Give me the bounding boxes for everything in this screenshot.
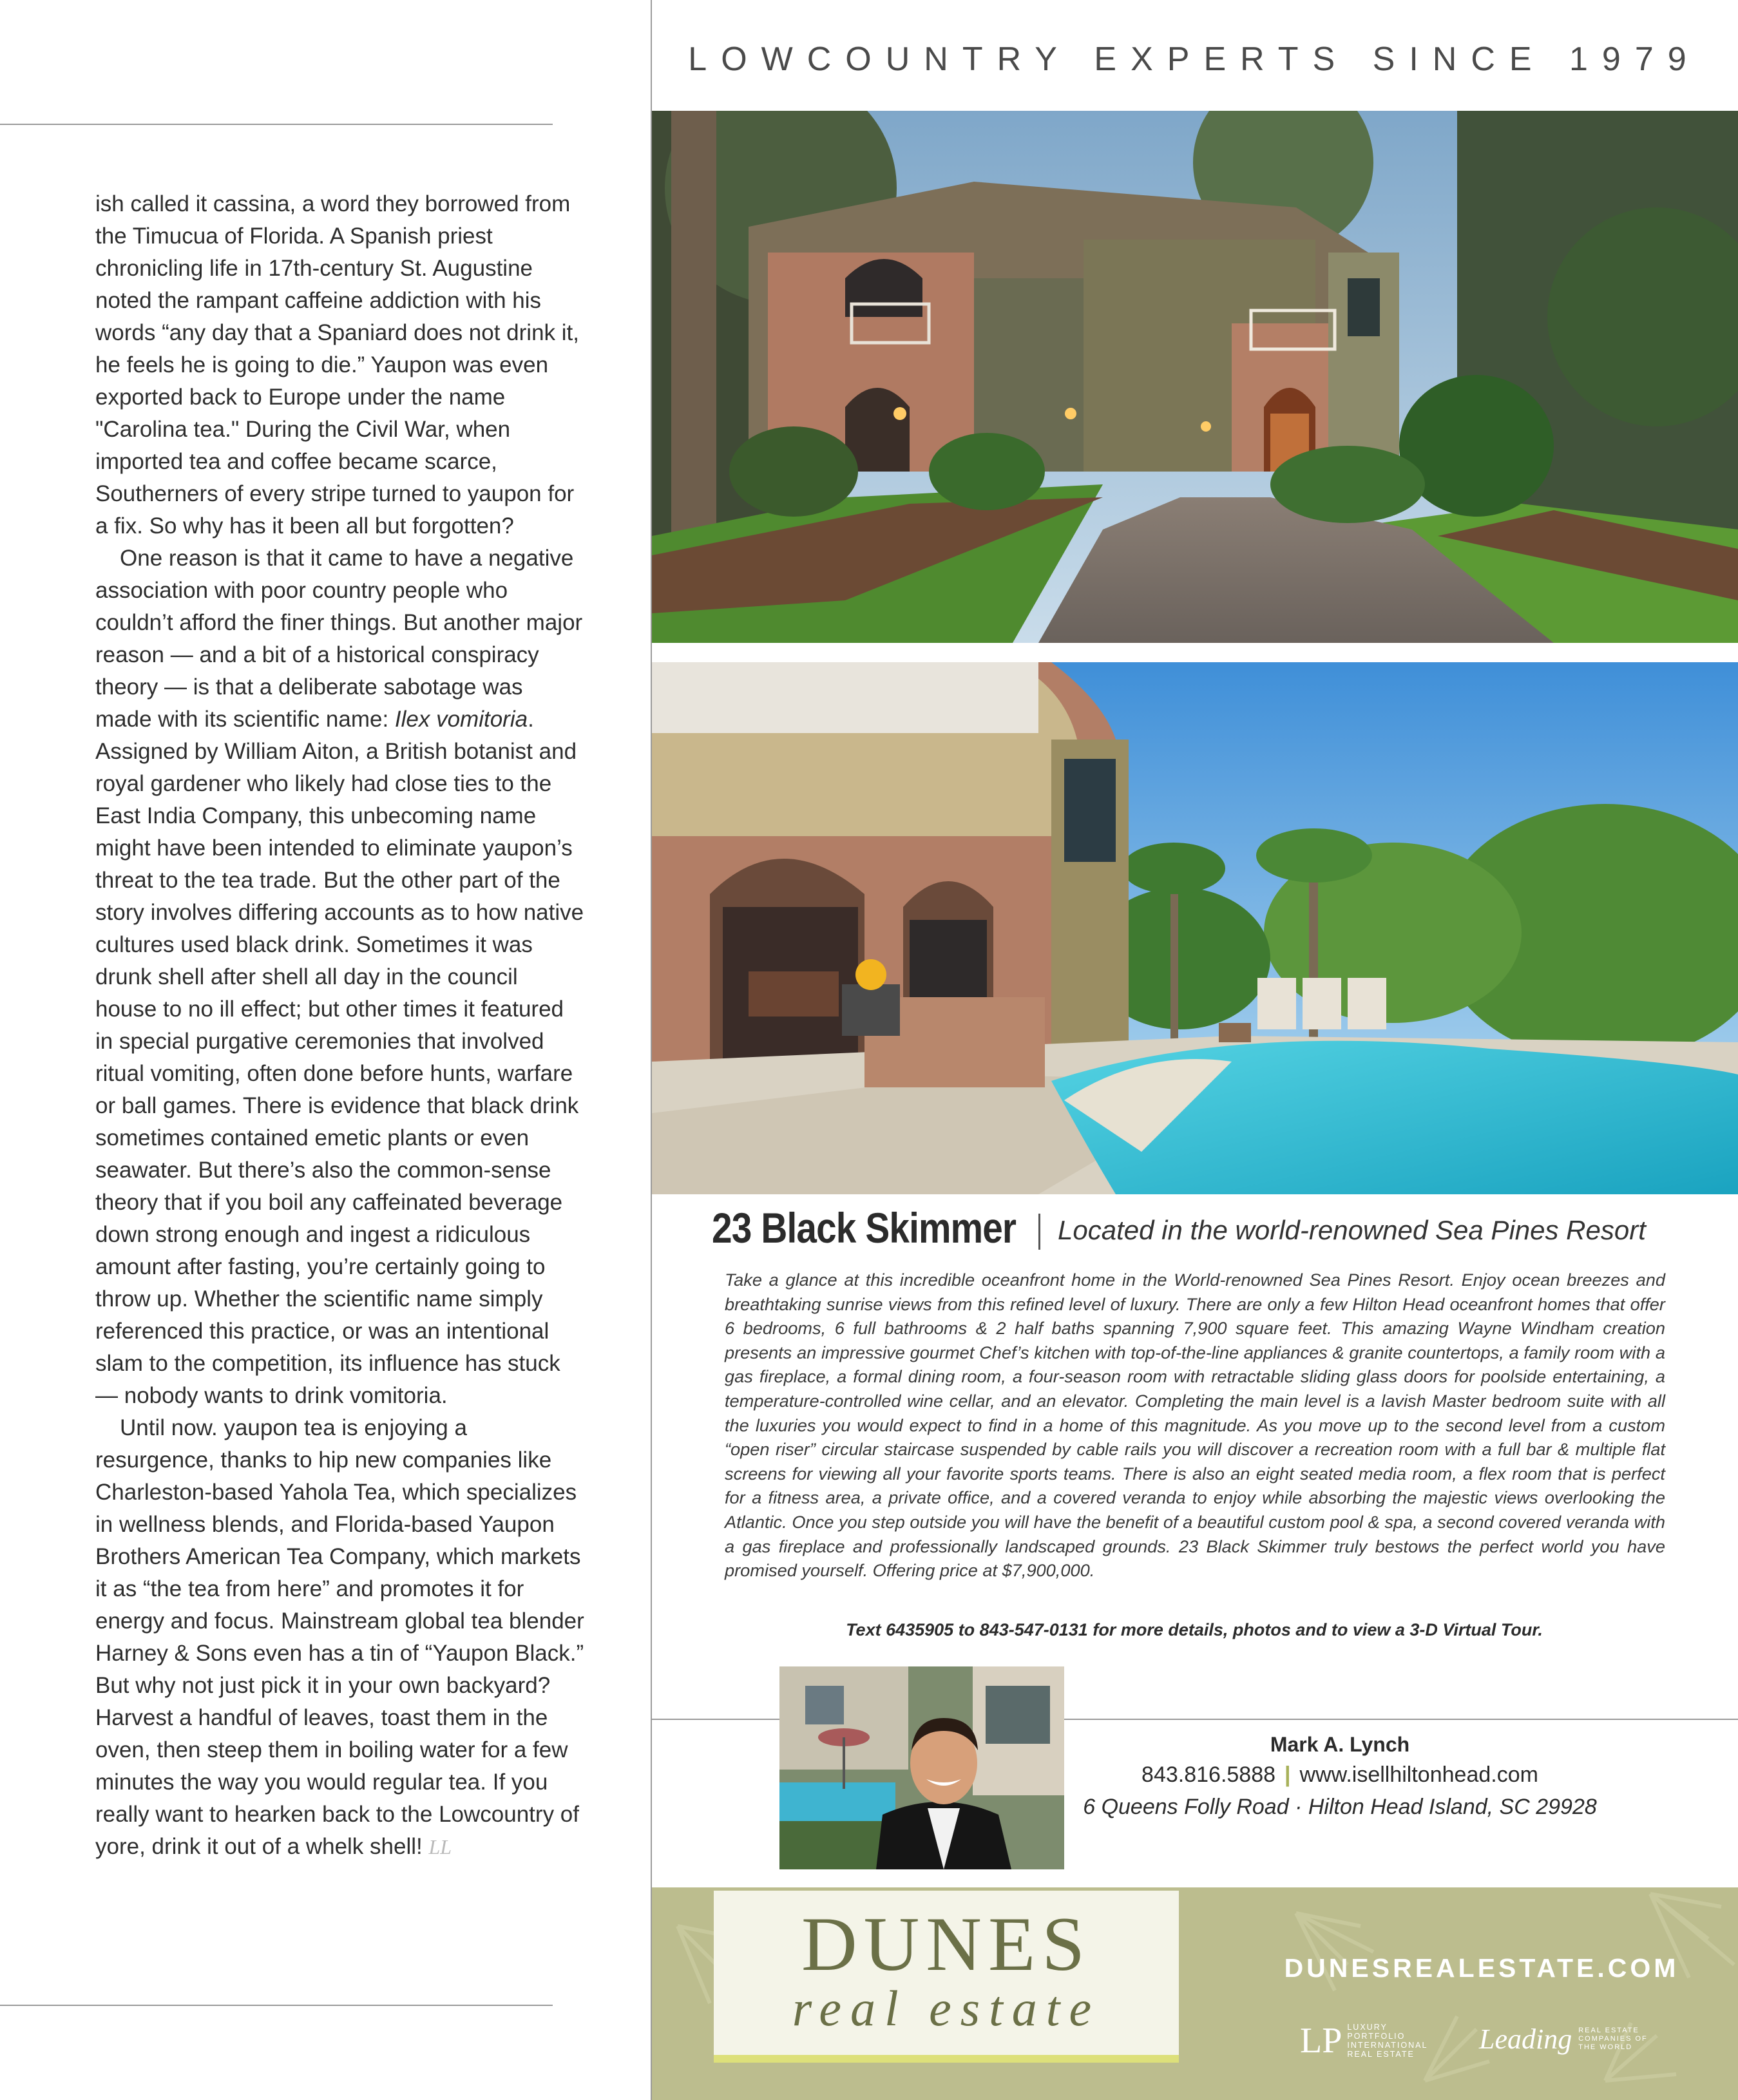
ad-tagline: LOWCOUNTRY EXPERTS SINCE 1979 <box>688 41 1701 78</box>
top-left-rule <box>0 124 553 125</box>
house-exterior-photo <box>652 111 1738 643</box>
article-body <box>95 188 585 1863</box>
leading-re-logo <box>1479 2023 1656 2056</box>
agent-contact-line <box>1069 1762 1610 1788</box>
agent-name: Mark A. Lynch <box>1270 1733 1410 1756</box>
agent-website-link[interactable]: www.isellhiltonhead.com <box>1299 1762 1538 1787</box>
listing-title: 23 Black Skimmer <box>712 1204 1017 1252</box>
article-paragraph-3-text: Until now. yaupon tea is enjoying a resurgence, thanks to hip new companies like Charleston-based Yahola Tea, which specializes in wellness blends, and Florida-based Yaupon Brothers American Tea Company, which markets it as “the tea from here” and promotes it for energy and focus. Mainstream global tea blender Harney & Sons even has a tin of “Yaupon Black.” But why not just pick it in your own backyard? Harvest a handful of leaves, toast them in the oven, then steep them in boiling water for a few minutes the way you would regular tea. If you really want to hearken back to the Lowcountry of yore, drink it out of a whelk shell! <box>95 1415 584 1859</box>
agent-phone[interactable]: 843.816.5888 <box>1141 1762 1276 1787</box>
dunes-logo-wordmark: DUNES <box>801 1901 1092 1987</box>
article-paragraph-1: ish called it cassina, a word they borrowed from the Timucua of Florida. A Spanish priest chronicling life in 17th-century St. Augustine noted the rampant caffeine addiction with his words “any day that a Spaniard does not drink it, he feels he is going to die.” Yaupon was even exported back to Europe under the name "Carolina tea." During the Civil War, when imported tea and coffee became scarce, Southerners of every stripe turned to yaupon for a fix. So why has it been all but forgotten? <box>95 191 579 539</box>
article-paragraph-2-text: One reason is that it came to have a negative association with poor country people who couldn’t afford the finer things. But another major reason — and a bit of a historical conspiracy theory — is that a deliberate sabotage was made with its scientific name: <box>95 546 583 732</box>
title-separator <box>1038 1214 1040 1250</box>
lpi-mark: LP <box>1300 2021 1342 2061</box>
dunes-logo-script: real estate <box>792 1980 1101 2036</box>
listing-description: Take a glance at this incredible oceanfront home in the World-renowned Sea Pines Resort. Enjoy ocean breezes and breathtaking sunrise views from this refined level of luxury. There are only a few Hilton Head oceanfront homes that offer 6 bedrooms, 6 full bathrooms & 2 half baths spanning 7,900 square feet. This amazing Wayne Windham creation presents an impressive gourmet Chef’s kitchen with top-of-the-line appliances & granite countertops, a family room with a gas fireplace, a formal dining room, a four-season room with retractable sliding glass doors for poolside entertaining, a temperature-controlled wine cellar, and an elevator. Completing the main level is a lavish Master bedroom suite with all the luxuries you would expect to find in a home of this magnitude. As you move up to the second level from a custom “open riser” circular staircase suspended by cable rails you will discover a recreation room with a full bar & multiple flat screens for viewing all your favorite sports teams. There is also an eight seated media room, a flex room that is perfect for a fitness area, a private office, and a covered veranda to enjoy while absorbing the majestic views overlooking the Atlantic. Once you step outside you will have the benefit of a beautiful custom pool & spa, a second covered veranda with a gas fireplace and professionally landscaped grounds. 23 Black Skimmer truly bestows the perfect world you have promised yourself. Offering price at $7,900,000. <box>725 1270 1665 1581</box>
article-paragraph-3 <box>95 1412 585 1863</box>
brand-website-link[interactable]: DUNESREALESTATE.COM <box>1284 1953 1679 1983</box>
agent-portrait-photo <box>779 1666 1064 1869</box>
luxury-portfolio-logo <box>1300 2023 1444 2059</box>
pool-patio-photo <box>652 662 1738 1194</box>
article-paragraph-2-text-cont: . Assigned by William Aiton, a British botanist and royal gardener who likely had close ties to the East India Company, this unbecoming name might have been intended to eliminate yaupon’s threat to the tea trade. But the other part of the story involves differing accounts as to how native cultures used black drink. Sometimes it was drunk shell after shell all day in the council house to no ill effect; but other times it featured in special purgative ceremonies that involved ritual vomiting, often done before hunts, warfare or ball games. There is evidence that black drink sometimes contained emetic plants or even seawater. But there’s also the common-sense theory that if you boil any caffeinated beverage down strong enough and ingest a ridiculous amount after fasting, you’re certainly going to throw up. Whether the scientific name simply referenced this practice, or was an intentional slam to the competition, its influence has stuck — nobody wants to drink vomitoria. <box>95 707 584 1408</box>
lpi-text: LUXURY PORTFOLIO INTERNATIONAL REAL ESTATE <box>1347 2023 1428 2059</box>
listing-subtitle: Located in the world-renowned Sea Pines Resort <box>1058 1215 1646 1245</box>
text-for-details-cta: Text 6435905 to 843-547-0131 for more details, photos and to view a 3-D Virtual Tour. <box>846 1620 1543 1639</box>
brand-underline <box>714 2055 1179 2063</box>
agent-address: 6 Queens Folly Road · Hilton Head Island, SC 29928 <box>1083 1795 1597 1819</box>
end-mark-logo: LL <box>428 1835 452 1858</box>
bottom-left-rule <box>0 2005 553 2006</box>
leading-text: REAL ESTATE COMPANIES OF THE WORLD <box>1578 2027 1648 2051</box>
scientific-name: Ilex vomitoria <box>394 707 528 732</box>
article-paragraph-2 <box>95 542 585 1412</box>
leading-mark: Leading <box>1479 2023 1572 2055</box>
contact-separator: | <box>1284 1762 1291 1787</box>
